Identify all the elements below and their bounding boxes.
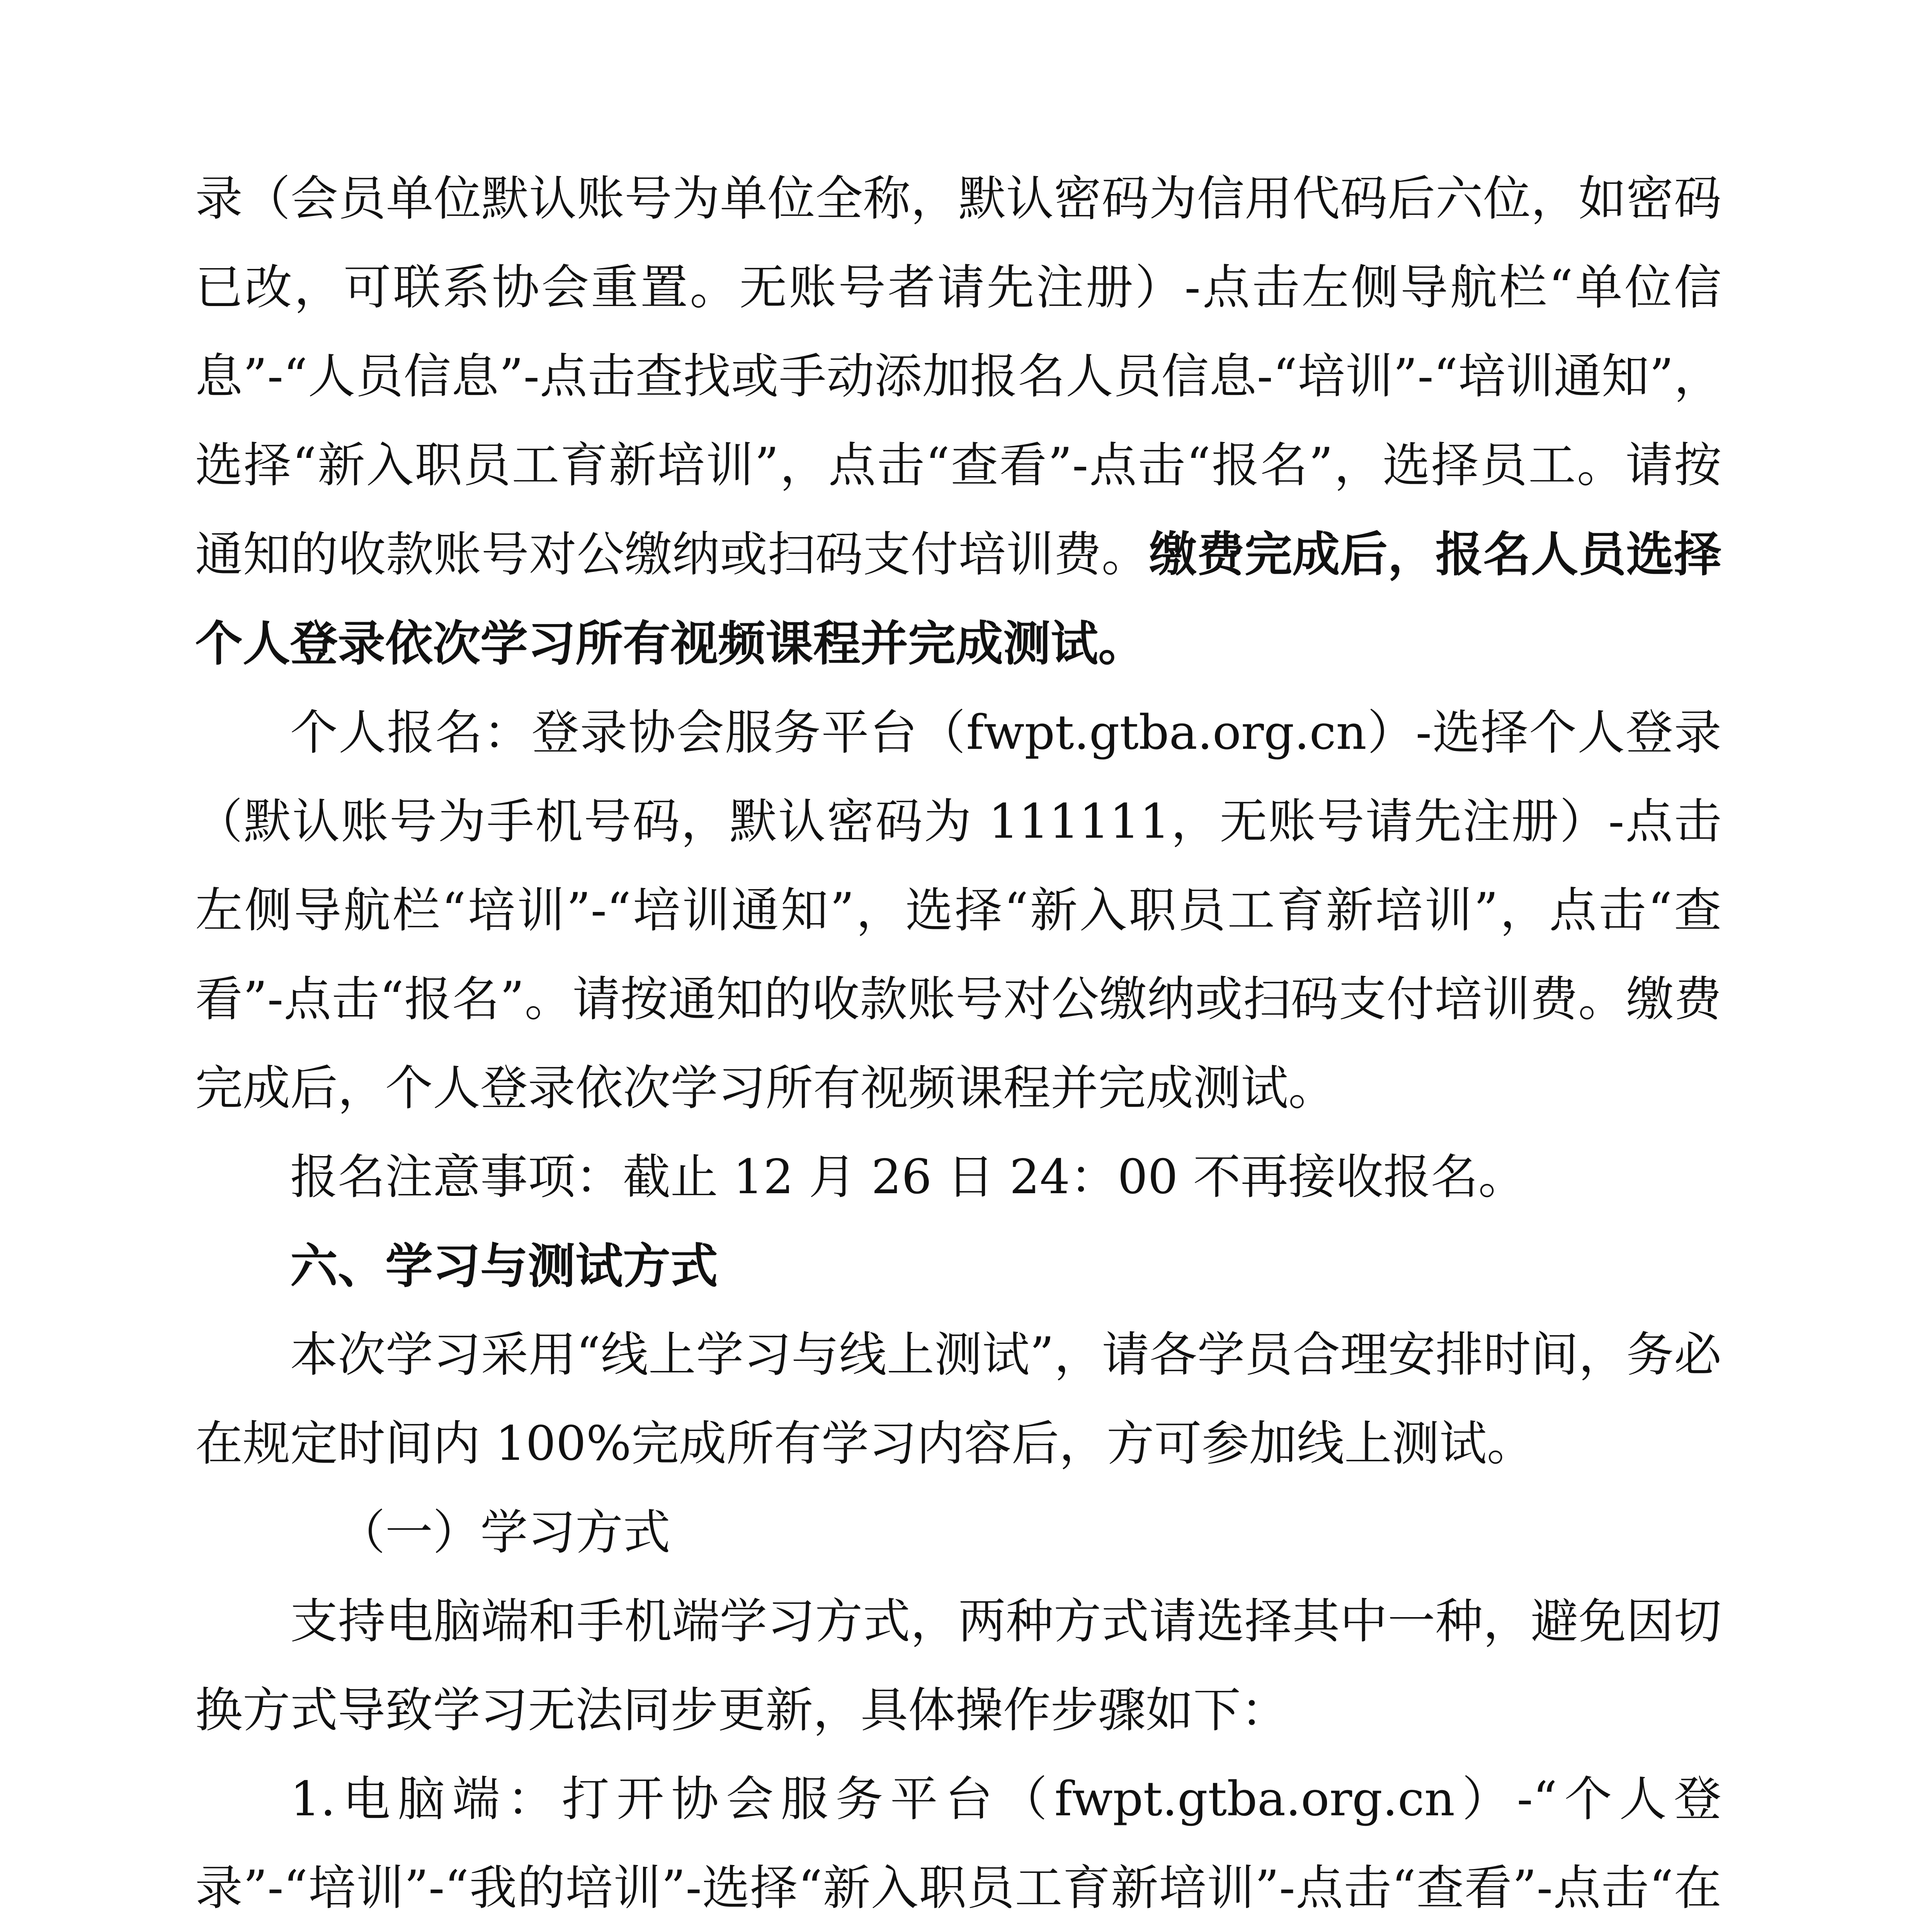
paragraph-text: 个人报名：登录协会服务平台（fwpt.gtba.org.cn）-选择个人登录（默认账号为手机号码，默认密码为 111111，无账号请先注册）-点击左侧导航栏“培训”-“培训通知”，选择“新入职员工育新培训”，点击“查看”-点击“报名”。请按通知的收款账号对公缴纳或扫码支付培训费。缴费完成后，个人登录依次学习所有视频课程并完成测试。 bbox=[195, 705, 1721, 1116]
bold-emphasis: 缴费完成后，报名人员选择个人登录依次学习所有视频课程并完成测试。 bbox=[195, 527, 1721, 672]
paragraph-study-intro bbox=[195, 1311, 1721, 1488]
paragraph-text: 录（会员单位默认账号为单位全称，默认密码为信用代码后六位，如密码已改，可联系协会重置。无账号者请先注册）-点击左侧导航栏“单位信息”-“人员信息”-点击查找或手动添加报名人员信息-“培训”-“培训通知”，选择“新入职员工育新培训”，点击“查看”-点击“报名”，选择员工。请按通知的收款账号对公缴纳或扫码支付培训费。 bbox=[195, 171, 1721, 582]
heading-text: 六、学习与测试方式 bbox=[290, 1238, 718, 1294]
paragraph-text: 报名注意事项：截止 12 月 26 日 24：00 不再接收报名。 bbox=[290, 1150, 1526, 1205]
paragraph-text: 支持电脑端和手机端学习方式，两种方式请选择其中一种，避免因切换方式导致学习无法同步更新，具体操作步骤如下： bbox=[195, 1594, 1721, 1738]
paragraph-personal-registration bbox=[195, 689, 1721, 1133]
subsection-heading bbox=[195, 1488, 1721, 1577]
document-body bbox=[195, 155, 1721, 1932]
paragraph-study-method-intro bbox=[195, 1577, 1721, 1755]
paragraph-text: 本次学习采用“线上学习与线上测试”，请各学员合理安排时间，务必在规定时间内 100%完成所有学习内容后，方可参加线上测试。 bbox=[195, 1327, 1721, 1471]
heading-text: （一）学习方式 bbox=[338, 1505, 670, 1560]
paragraph-unit-registration-continued bbox=[195, 155, 1721, 689]
section-heading bbox=[195, 1222, 1721, 1311]
paragraph-text: 1.电脑端：打开协会服务平台（fwpt.gtba.org.cn）-“个人登录”-“培训”-“我的培训”-选择“新入职员工育新培训”-点击“查看”-点击“在 bbox=[195, 1772, 1721, 1916]
paragraph-registration-notes bbox=[195, 1133, 1721, 1222]
paragraph-step-computer bbox=[195, 1755, 1721, 1932]
